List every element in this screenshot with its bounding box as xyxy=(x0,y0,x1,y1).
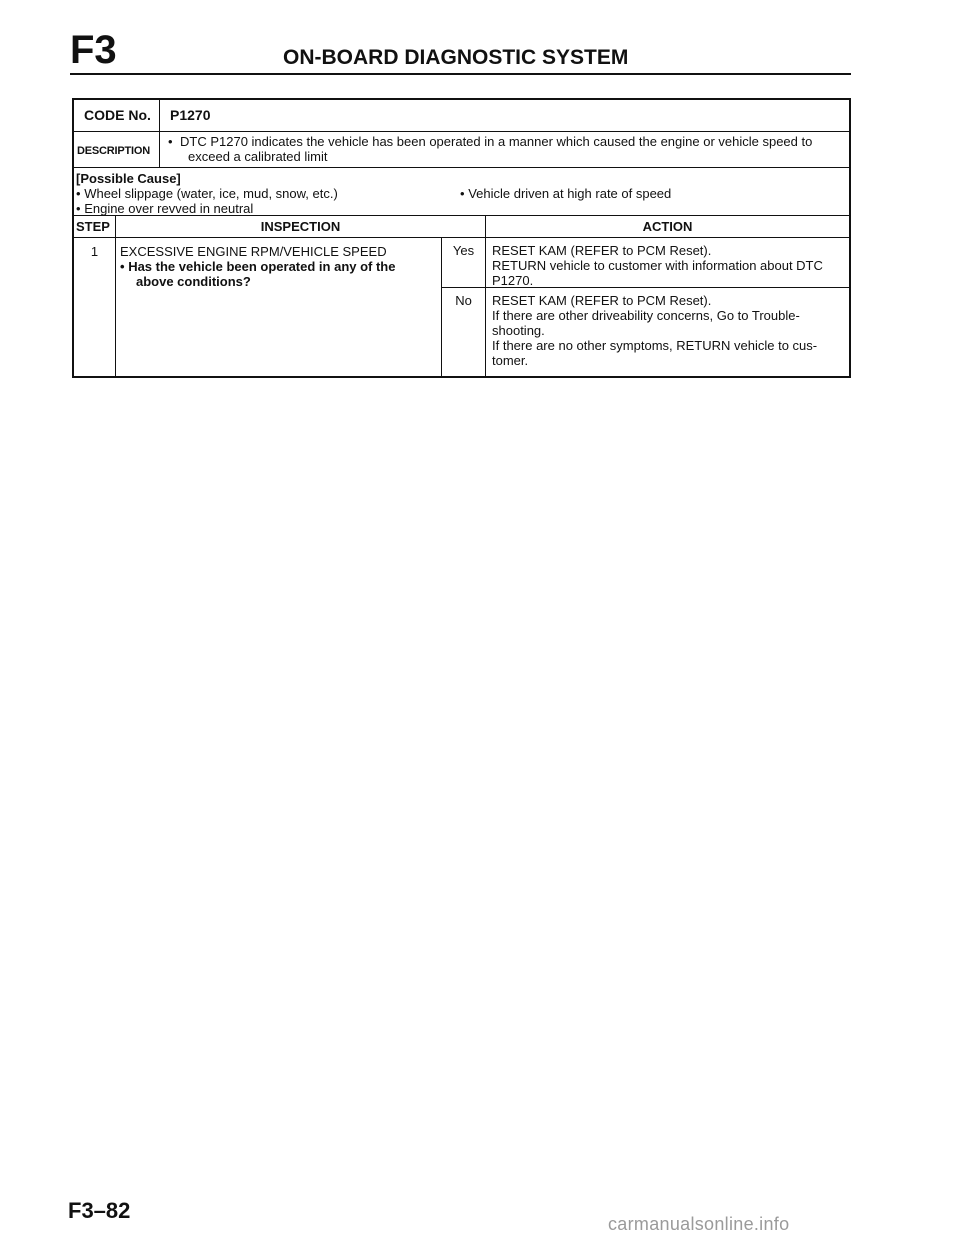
result-yes-row xyxy=(442,238,849,288)
code-value: P1270 xyxy=(170,107,211,123)
inspection-question: • Has the vehicle been operated in any of the xyxy=(120,259,396,274)
step-row xyxy=(74,238,849,376)
result-no-row xyxy=(442,288,849,376)
bullet-icon: • xyxy=(76,186,81,201)
step-results xyxy=(442,238,849,376)
result-no-label: No xyxy=(442,288,486,376)
inspection-title: EXCESSIVE ENGINE RPM/VEHICLE SPEED xyxy=(120,244,387,259)
cause-item: • Vehicle driven at high rate of speed xyxy=(460,186,672,201)
header-inspection: INSPECTION xyxy=(116,216,486,237)
possible-cause-title: [Possible Cause] xyxy=(76,171,181,186)
header-action: ACTION xyxy=(642,219,693,234)
description-value xyxy=(160,132,849,167)
header-step: STEP xyxy=(74,216,116,237)
bullet-icon: • xyxy=(168,134,173,149)
cause-item: • Wheel slippage (water, ice, mud, snow, etc.) xyxy=(76,186,338,201)
description-line-2: exceed a calibrated limit xyxy=(188,149,328,164)
footer-watermark: carmanualsonline.info xyxy=(608,1214,790,1234)
step-header-row xyxy=(74,216,849,238)
step-inspection xyxy=(116,238,442,376)
bullet-icon: • xyxy=(76,201,81,216)
cause-item: • Engine over revved in neutral xyxy=(76,201,254,216)
description-row xyxy=(74,132,849,168)
result-yes-action: RESET KAM (REFER to PCM Reset). RETURN vehicle to customer with information about DTC P1270. xyxy=(492,243,823,288)
bullet-icon: • xyxy=(460,186,465,201)
header-rule xyxy=(70,73,851,75)
code-label: CODE No. xyxy=(74,100,160,131)
bullet-icon: • xyxy=(120,259,125,274)
code-row xyxy=(74,100,849,132)
description-line-1: DTC P1270 indicates the vehicle has been operated in a manner which caused the engine or vehicle speed to xyxy=(180,134,813,149)
diagnostic-table xyxy=(72,98,851,378)
inspection-question-cont: above conditions? xyxy=(136,274,251,289)
step-number: 1 xyxy=(74,238,116,376)
result-no-action: RESET KAM (REFER to PCM Reset). If there are other driveability concerns, Go to Trouble- shooting. If there are no other symptoms, RETURN vehicle to cus- tomer. xyxy=(492,293,818,368)
description-label: DESCRIPTION xyxy=(74,132,160,167)
section-id: F3 xyxy=(70,28,117,72)
result-yes-label: Yes xyxy=(442,238,486,287)
page-title: ON-BOARD DIAGNOSTIC SYSTEM xyxy=(283,46,629,69)
possible-cause-row xyxy=(74,168,849,216)
page-number: F3–82 xyxy=(68,1198,131,1223)
